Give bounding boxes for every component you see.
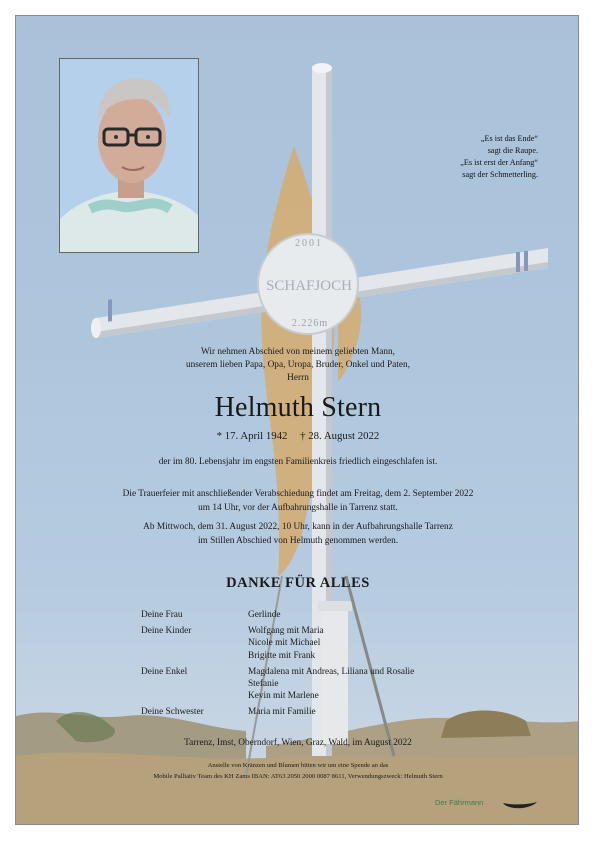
farewell-line-2: im Stillen Abschied von Helmuth genommen werden.	[197, 535, 399, 546]
quote-line-2: sagt die Raupe.	[487, 146, 538, 155]
portrait-photo	[59, 58, 199, 253]
quote-line-3: „Es ist erst der Anfang“	[460, 158, 538, 167]
passing-text: der im 80. Lebensjahr im engsten Familienkreis friedlich eingeschlafen ist.	[158, 457, 438, 467]
funeral-line-2: um 14 Uhr, vor der Aufbahrungshalle in Tarrenz statt.	[198, 502, 398, 513]
family-relation: Deine Schwester	[141, 707, 204, 718]
family-member: Maria mit Familie	[248, 707, 316, 718]
boat-icon	[502, 800, 538, 810]
family-member: Wolfgang mit Maria	[248, 626, 324, 637]
intro-text	[16, 346, 579, 385]
family-member: Magdalena mit Andreas, Liliana und Rosalie	[248, 666, 415, 677]
family-member: Brigitte mit Frank	[248, 650, 316, 661]
family-member: Kevin mit Marlene	[248, 691, 319, 702]
family-relation: Deine Kinder	[141, 626, 192, 637]
family-row	[141, 666, 414, 703]
obituary-card	[15, 15, 579, 825]
farewell-line-1: Ab Mittwoch, dem 31. August 2022, 10 Uhr, kann in der Aufbahrungshalle Tarrenz	[143, 522, 453, 532]
family-member: Gerlinde	[248, 610, 281, 620]
farewell-info	[16, 521, 579, 548]
donation-line-1: Anstelle von Kränzen und Blumen bitten wir um eine Spende an das	[207, 762, 389, 769]
family-row	[141, 625, 414, 662]
life-dates	[16, 430, 579, 442]
cross-plaque-name: SCHAFJOCH	[266, 278, 352, 294]
deceased-name: Helmuth Stern	[214, 392, 382, 423]
donation-line-2: Mobile Palliativ Team des KH Zams IBAN: AT63 2050 2000 0087 8611, Verwendungszweck: Helmuth Stern	[153, 772, 443, 780]
family-list	[141, 609, 414, 719]
intro-line-1: Wir nehmen Abschied von meinem geliebten Mann,	[200, 347, 396, 357]
places-and-date: Tarrenz, Imst, Oberndorf, Wien, Graz, Wald, im August 2022	[184, 738, 412, 748]
death-date: † 28. August 2022	[300, 430, 380, 442]
family-relation: Deine Enkel	[141, 666, 188, 677]
portrait-illustration	[60, 59, 199, 253]
family-relation: Deine Frau	[141, 610, 183, 620]
donation-note	[16, 761, 579, 782]
family-member: Stefanie	[248, 679, 279, 690]
quote-line-4: sagt der Schmetterling.	[462, 170, 538, 179]
funeral-info	[16, 488, 579, 515]
family-row	[141, 706, 414, 718]
intro-line-2: unserem lieben Papa, Opa, Uropa, Bruder, Onkel und Paten,	[186, 360, 410, 370]
quote-line-1: „Es ist das Ende“	[480, 134, 538, 143]
cross-plaque-height: 2.226m	[291, 318, 329, 329]
funeral-home-logo: Der Fährmann	[435, 798, 484, 807]
quote-block	[460, 133, 538, 181]
family-row	[141, 609, 414, 621]
family-member: Nicole mit Michael	[248, 638, 321, 649]
birth-date: * 17. April 1942	[216, 430, 288, 442]
funeral-line-1: Die Trauerfeier mit anschließender Verabschiedung findet am Freitag, dem 2. September 2022	[122, 489, 474, 499]
cross-plaque-year: 2001	[295, 238, 323, 249]
intro-line-3: Herrn	[287, 373, 309, 383]
thanks-heading: DANKE FÜR ALLES	[226, 575, 370, 591]
